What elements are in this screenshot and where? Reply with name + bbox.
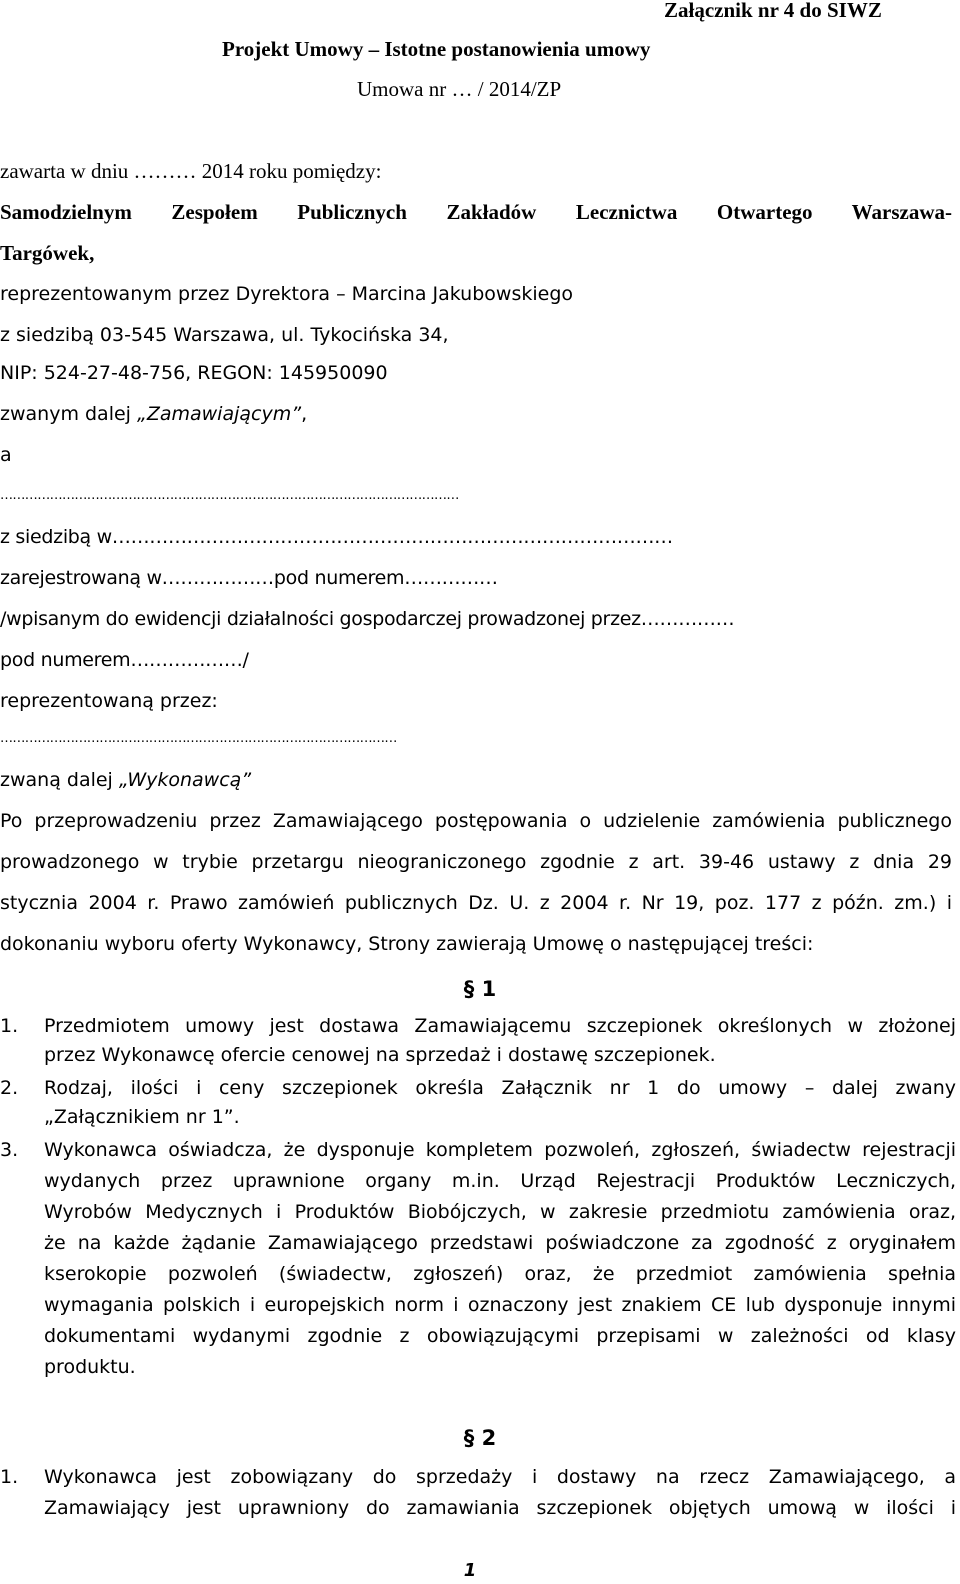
party1-representative: reprezentowanym przez Dyrektora – Marcina Jakubowskiego [0, 283, 574, 305]
section-1-item-line: Wyrobów Medycznych i Produktów Biobójczych, w zakresie przedmiotu zamówienia oraz, [44, 1201, 956, 1223]
section-1-item-line: kserokopie pozwoleń (świadectw, zgłoszeń) oraz, że przedmiot zamówienia spełnia [44, 1263, 956, 1285]
contractor-registry: /wpisanym do ewidencji działalności gospodarczej prowadzonej przez…………… [0, 608, 735, 630]
contractor-registration: zarejestrowaną w………………pod numerem…………… [0, 567, 498, 589]
contractor-name-blank: ………………………………………………………………………………………………… [0, 488, 459, 503]
preamble-line: dokonaniu wyboru oferty Wykonawcy, Strony zawierają Umowę o następującej treści: [0, 933, 814, 955]
party1-called [0, 401, 307, 427]
preamble-line: prowadzonego w trybie przetargu nieograniczonego zgodnie z art. 39-46 ustawy z dnia 29 [0, 851, 952, 873]
party1-ids: NIP: 524-27-48-756, REGON: 145950090 [0, 362, 388, 384]
section-1-item-number: 3. [0, 1139, 19, 1161]
section-1-item-number: 2. [0, 1077, 19, 1099]
section-2-item-number: 1. [0, 1466, 19, 1488]
section-1-item-line: dokumentami wydanymi zgodnie z obowiązującymi przepisami w zależności od klasy [44, 1325, 956, 1347]
section-2-item-line: Wykonawca jest zobowiązany do sprzedaży i dostawy na rzecz Zamawiającego, a [44, 1466, 956, 1488]
section-1-item-line: Wykonawca oświadcza, że dysponuje kompletem pozwoleń, zgłoszeń, świadectw rejestracji [44, 1139, 956, 1161]
section-1-item-line: wymagania polskich i europejskich norm i oznaczony jest znakiem CE lub dysponuje innymi [44, 1294, 956, 1316]
attachment-label: Załącznik nr 4 do SIWZ [664, 0, 882, 22]
contract-date-line: zawarta w dniu ……… 2014 roku pomiędzy: [0, 159, 382, 183]
conjunction-and: a [0, 444, 12, 466]
section-2-heading: § 2 [463, 1426, 497, 1450]
contractor-representative-label: reprezentowaną przez: [0, 690, 218, 712]
preamble-line: stycznia 2004 r. Prawo zamówień publicznych Dz. U. z 2004 r. Nr 19, poz. 177 z późn. zm.) i [0, 892, 952, 914]
party1-seat: z siedzibą 03-545 Warszawa, ul. Tykocińska 34, [0, 324, 449, 346]
section-2-item-line: Zamawiający jest uprawniony do zamawiania szczepionek objętych umową w ilości i [44, 1497, 956, 1519]
called-name: „Zamawiającym” [136, 403, 302, 425]
document-title: Projekt Umowy – Istotne postanowienia umowy [222, 37, 651, 61]
party1-name: Samodzielnym Zespołem Publicznych Zakładów Lecznictwa Otwartego Warszawa- [0, 200, 952, 224]
section-1-item-number: 1. [0, 1015, 19, 1037]
party1-name-cont: Targówek, [0, 241, 95, 265]
contract-number: Umowa nr … / 2014/ZP [357, 77, 562, 101]
section-1-item-line: „Załącznikiem nr 1”. [44, 1106, 240, 1128]
contractor-seat: z siedzibą w……………………………………………………………………………… [0, 526, 673, 548]
contractor-called-prefix: zwaną dalej [0, 769, 119, 791]
called-suffix: , [301, 403, 308, 425]
preamble-line: Po przeprowadzeniu przez Zamawiającego postępowania o udzielenie zamówienia publicznego [0, 810, 952, 832]
section-1-item-line: produktu. [44, 1356, 136, 1378]
section-1-item-line: Rodzaj, ilości i ceny szczepionek określa Załącznik nr 1 do umowy – dalej zwany [44, 1077, 956, 1099]
section-1-item-line: Przedmiotem umowy jest dostawa Zamawiającemu szczepionek określonych w złożonej [44, 1015, 956, 1037]
section-1-heading: § 1 [463, 977, 497, 1001]
called-prefix: zwanym dalej [0, 403, 137, 425]
contractor-registry-number: pod numerem………………/ [0, 649, 249, 671]
section-1-item-line: przez Wykonawcę ofercie cenowej na sprzedaż i dostawę szczepionek. [44, 1044, 716, 1066]
contractor-called [0, 767, 251, 793]
section-1-item-line: że na każde żądanie Zamawiającego przedstawi poświadczone za zgodność z oryginałem [44, 1232, 956, 1254]
page-number: 1 [463, 1560, 477, 1581]
section-1-item-line: wydanych przez uprawnione organy m.in. Urząd Rejestracji Produktów Leczniczych, [44, 1170, 956, 1192]
contractor-called-name: „Wykonawcą” [118, 769, 252, 791]
contractor-representative-blank: …………………………………………………………………………………… [0, 731, 397, 746]
